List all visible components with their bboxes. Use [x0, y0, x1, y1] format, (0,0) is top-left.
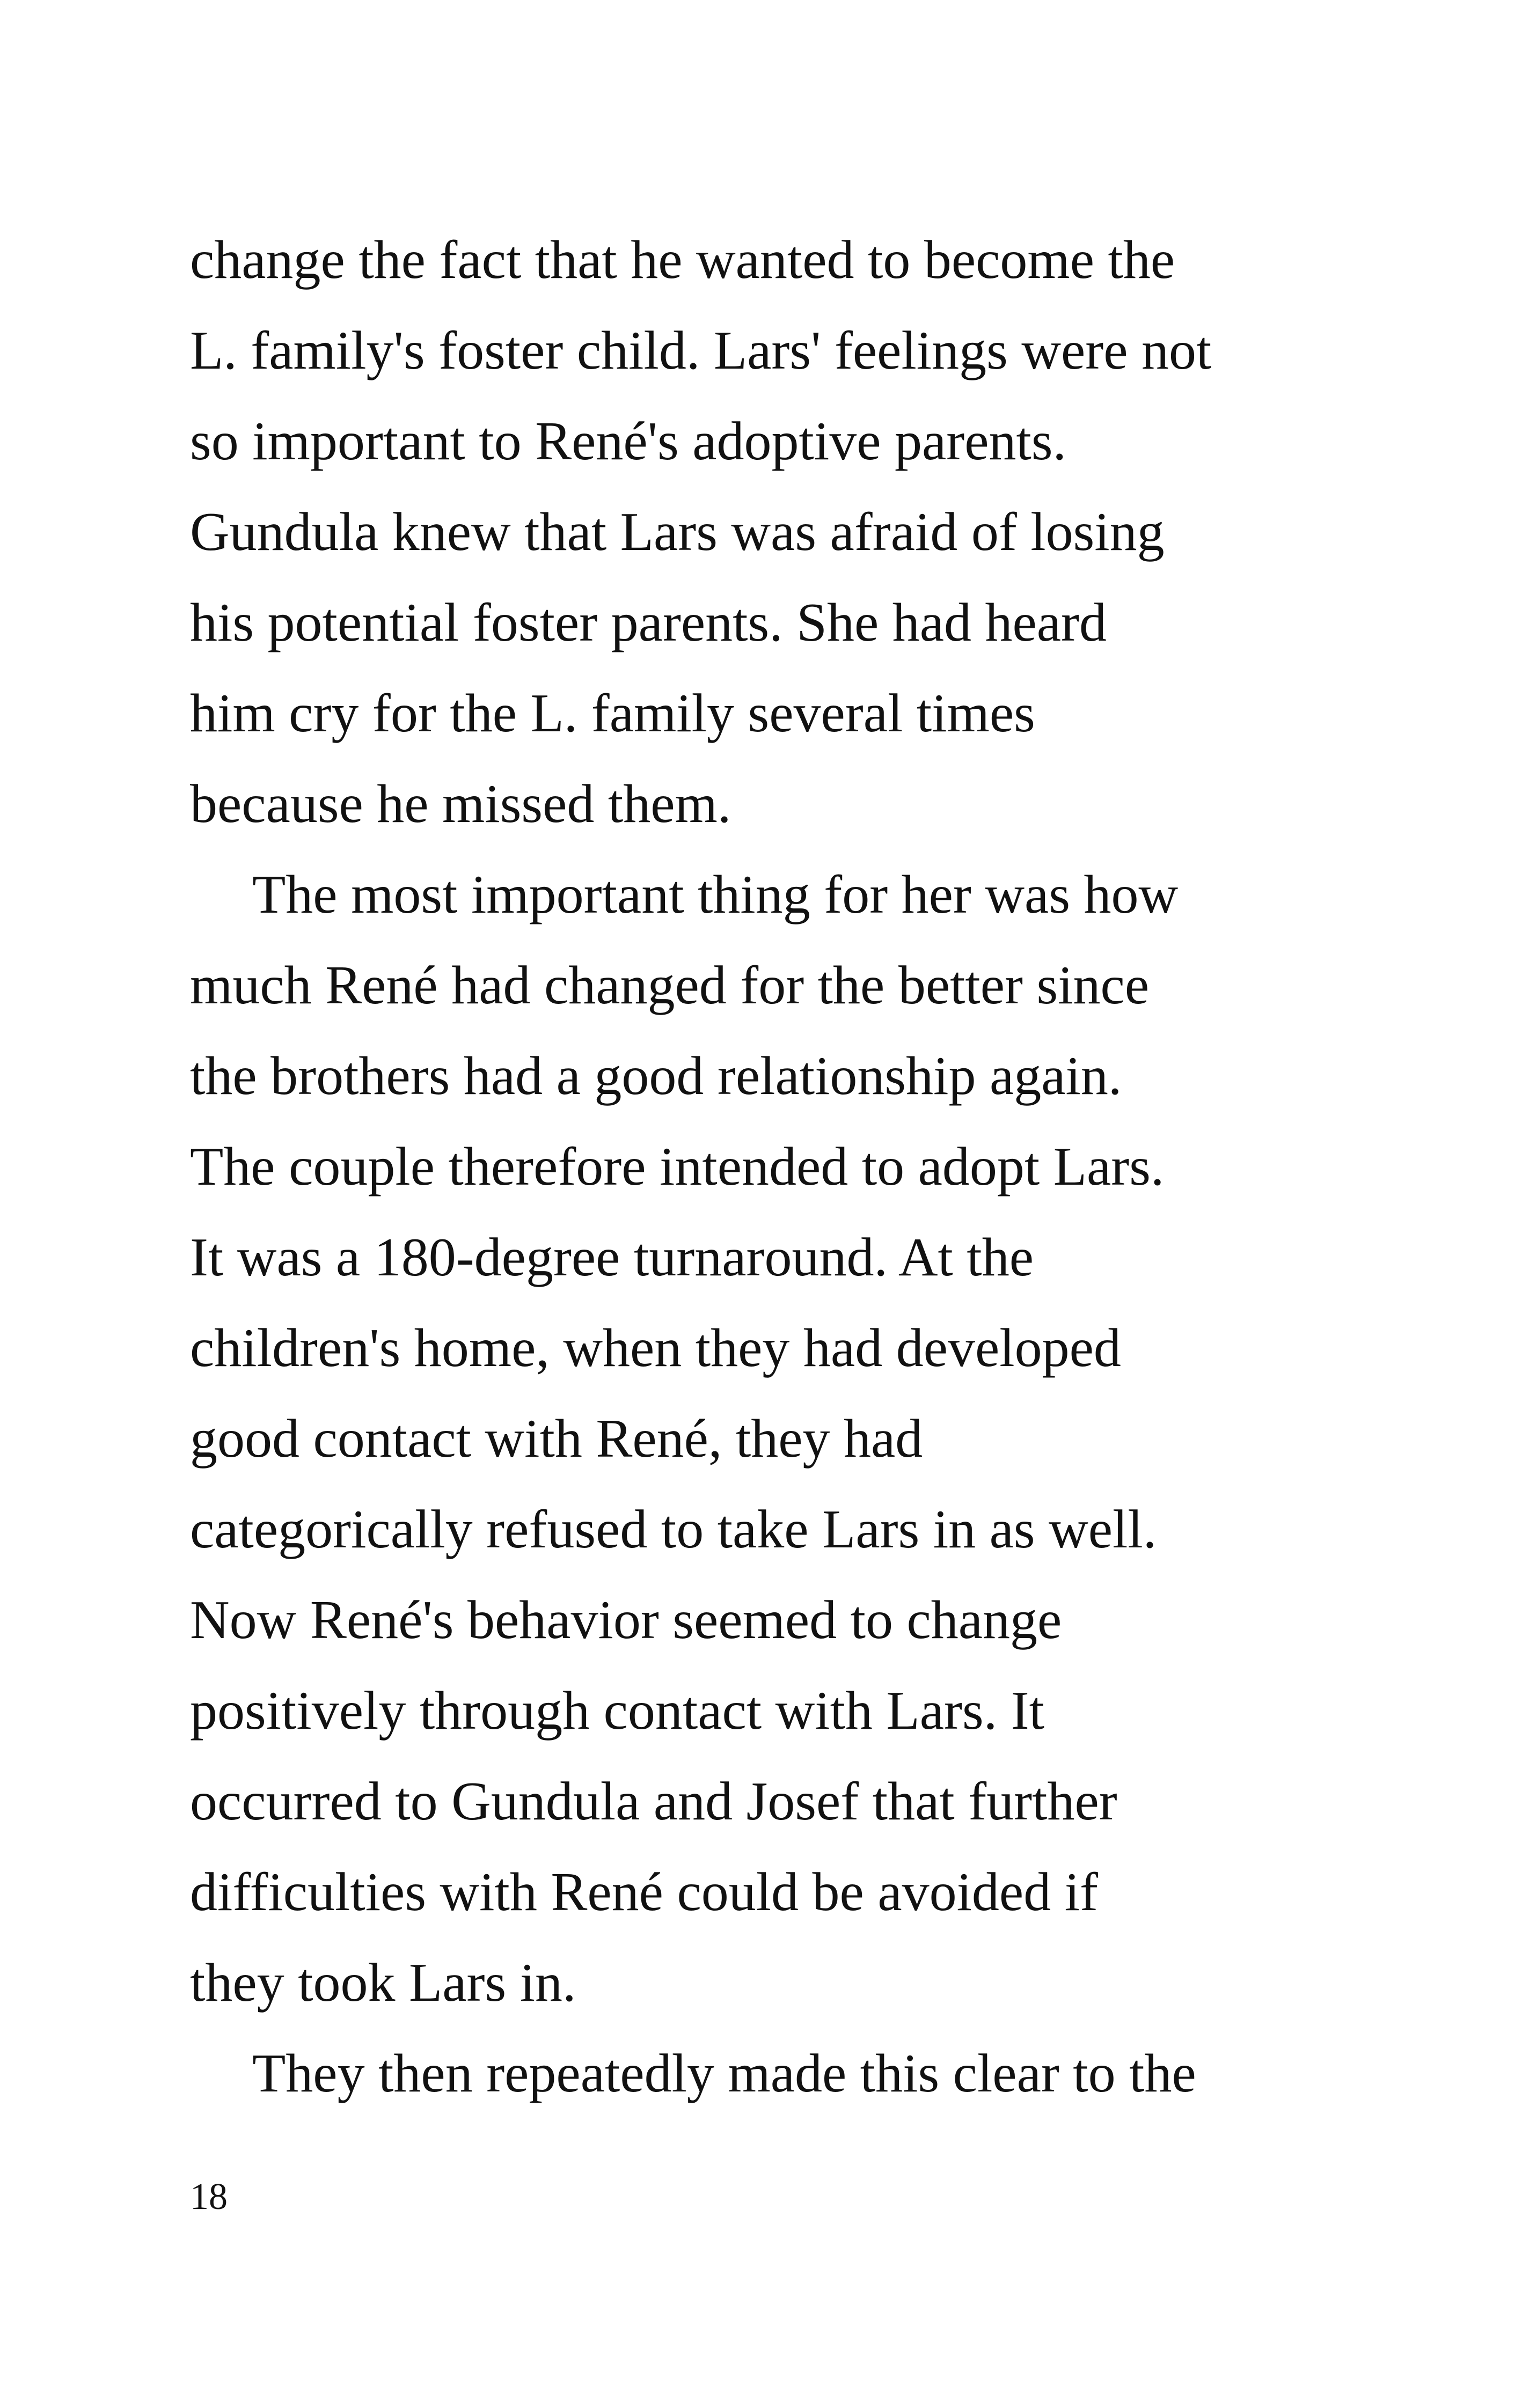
- text-line: children's home, when they had developed: [190, 1318, 1121, 1378]
- text-line: Now René's behavior seemed to change: [190, 1590, 1062, 1650]
- text-line: change the fact that he wanted to become the: [190, 230, 1175, 290]
- text-line: because he missed them.: [190, 774, 731, 834]
- body-text: [190, 215, 1344, 2119]
- paragraph-start-line: The most important thing for her was how: [252, 864, 1179, 925]
- text-line: good contact with René, they had: [190, 1408, 923, 1469]
- page-number: 18: [190, 2176, 228, 2218]
- text-line: much René had changed for the better since: [190, 955, 1150, 1016]
- text-line: him cry for the L. family several times: [190, 683, 1035, 744]
- text-line: Gundula knew that Lars was afraid of losing: [190, 502, 1165, 562]
- text-line: L. family's foster child. Lars' feelings were not: [190, 320, 1212, 381]
- paragraph-start-line: They then repeatedly made this clear to the: [252, 2043, 1196, 2104]
- text-line: so important to René's adoptive parents.: [190, 411, 1067, 472]
- text-line: positively through contact with Lars. It: [190, 1680, 1045, 1741]
- text-line: his potential foster parents. She had heard: [190, 592, 1107, 653]
- text-line: the brothers had a good relationship again.: [190, 1046, 1122, 1106]
- text-line: The couple therefore intended to adopt Lars.: [190, 1136, 1165, 1197]
- text-line: they took Lars in.: [190, 1952, 576, 2013]
- text-line: It was a 180-degree turnaround. At the: [190, 1227, 1034, 1288]
- text-line: difficulties with René could be avoided if: [190, 1862, 1099, 1922]
- text-line: categorically refused to take Lars in as well.: [190, 1499, 1157, 1560]
- text-line: occurred to Gundula and Josef that further: [190, 1771, 1117, 1832]
